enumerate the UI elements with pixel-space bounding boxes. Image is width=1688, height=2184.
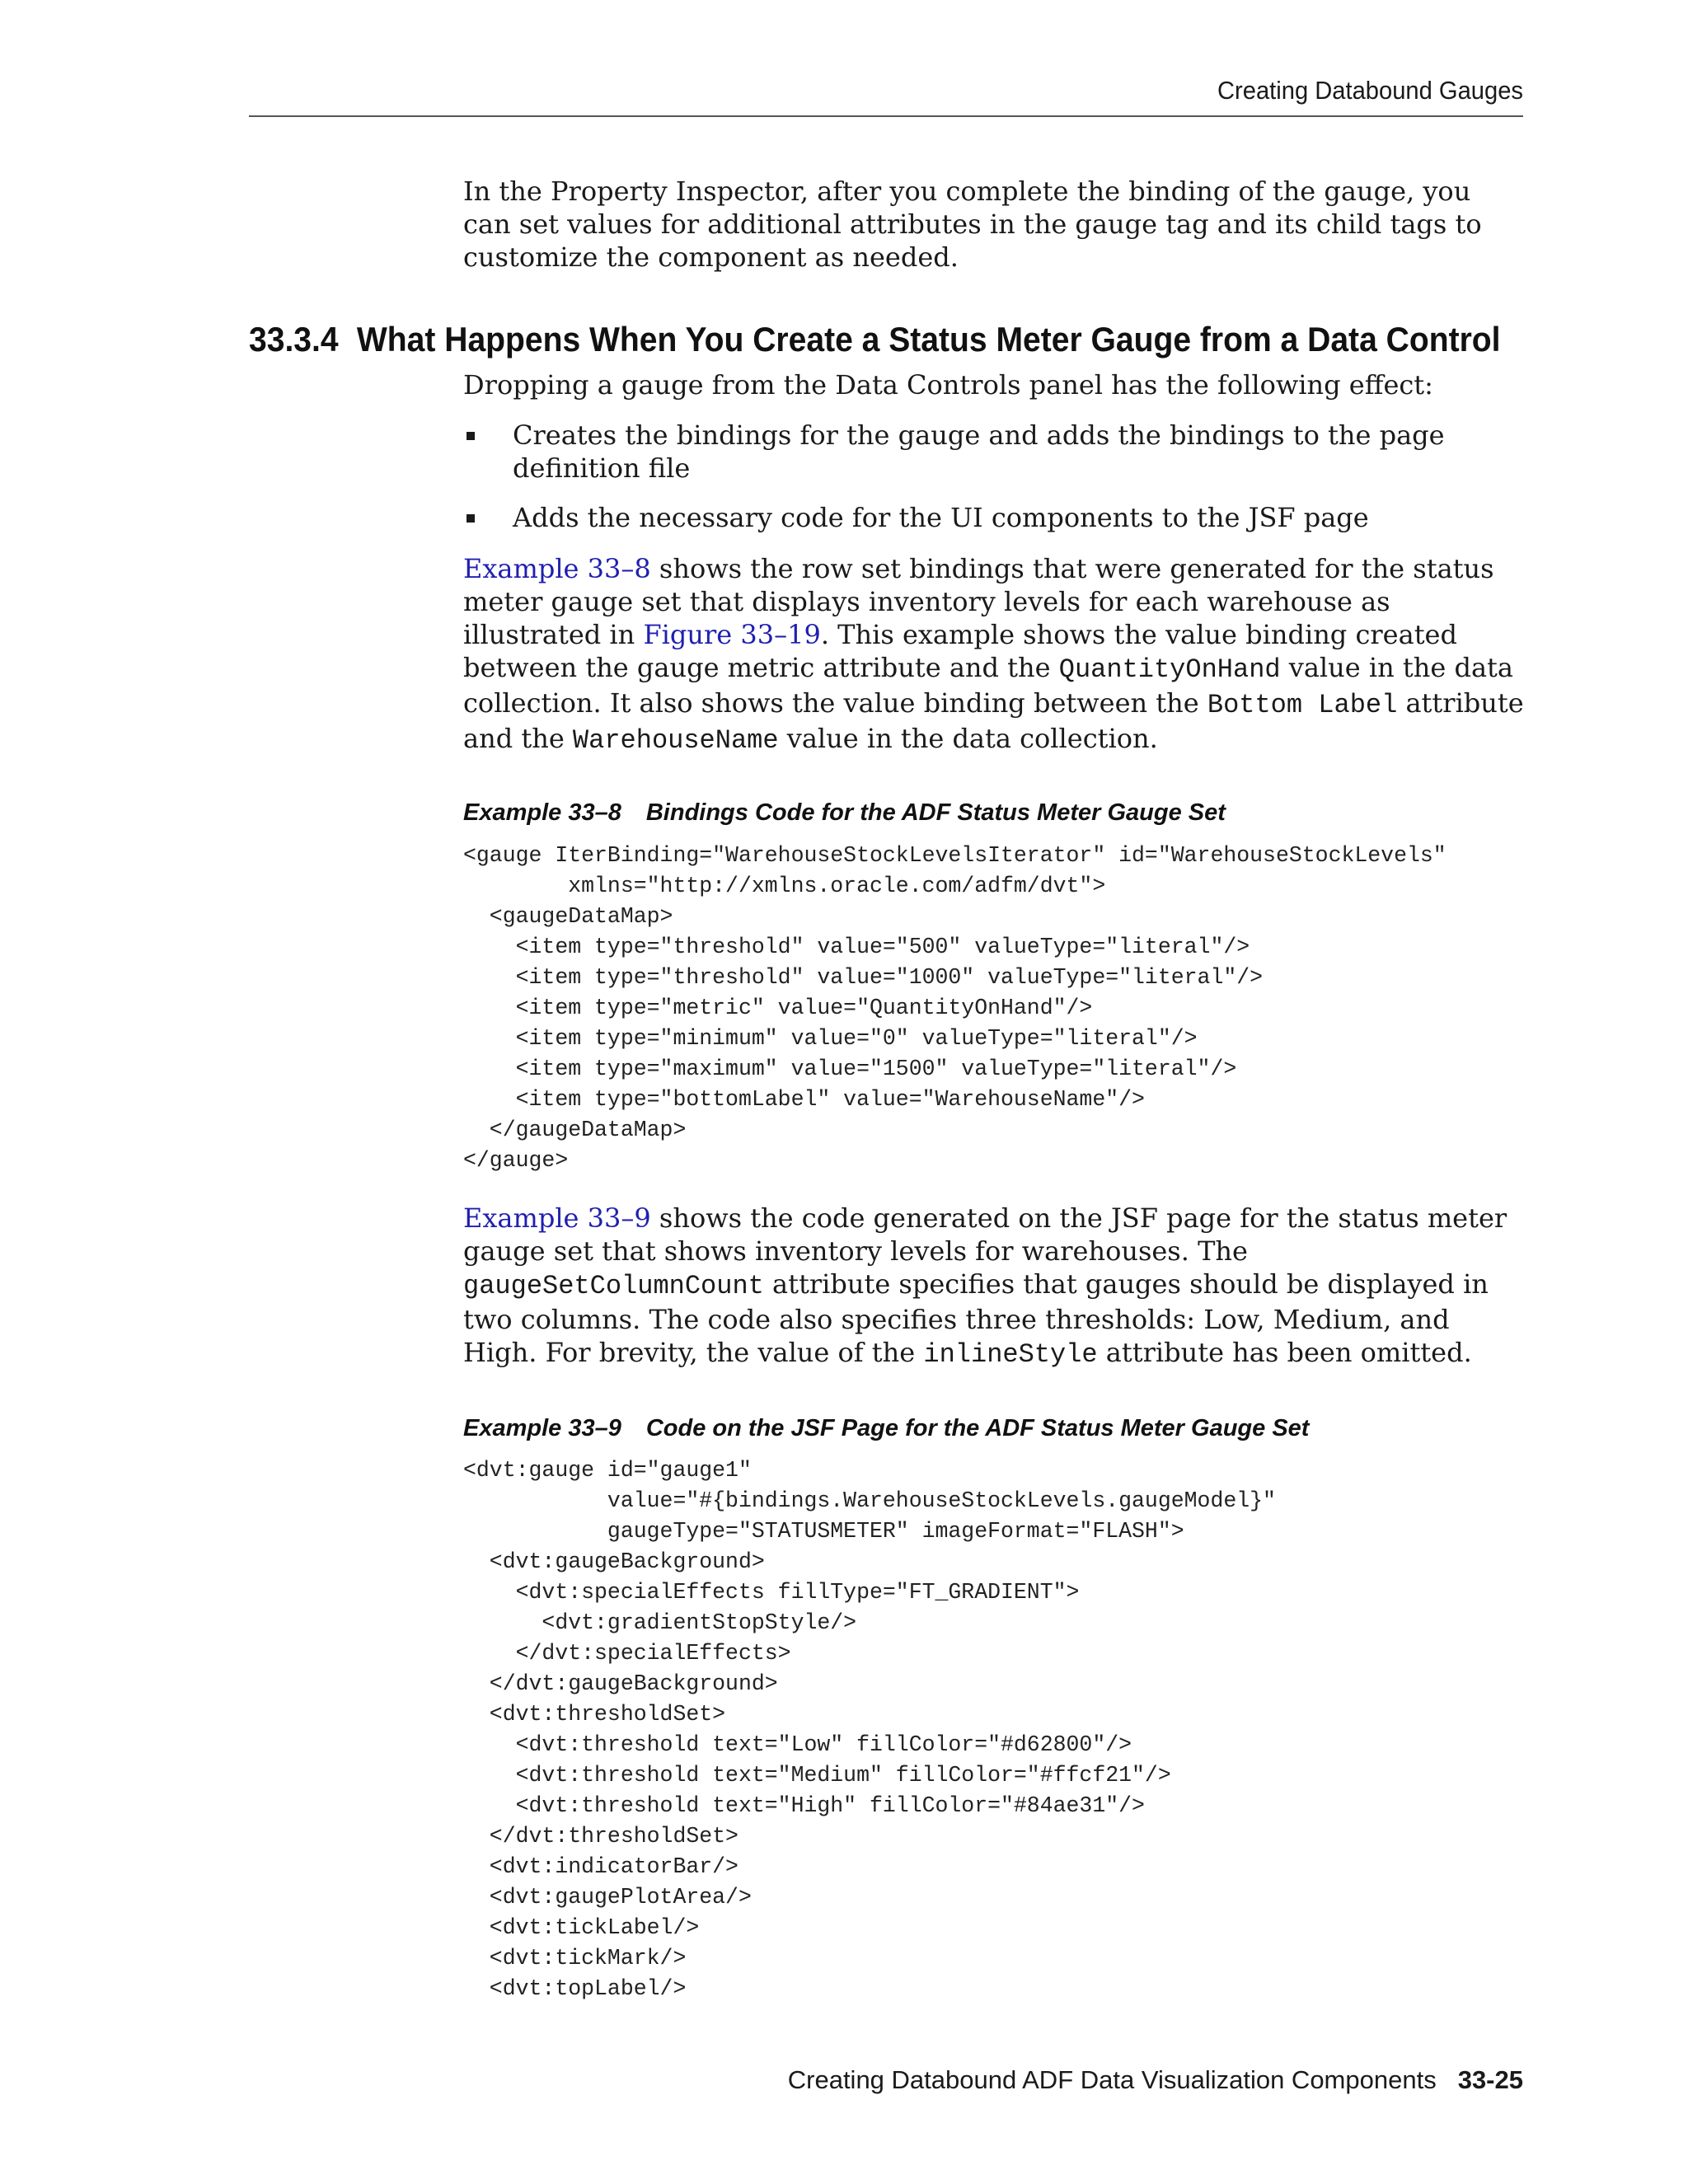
bullet-text: Adds the necessary code for the UI components to the JSF page <box>513 502 1369 533</box>
square-bullet-icon <box>467 514 475 523</box>
example-title: Bindings Code for the ADF Status Meter Gauge Set <box>645 799 1226 826</box>
inline-code-gaugesetcolumncount: gaugeSetColumnCount <box>463 1271 764 1301</box>
paragraph-text: attribute and the <box>463 687 1524 754</box>
paragraph-text: value in the data collection. It also shows the value binding between the <box>463 652 1513 719</box>
example-33-9-link[interactable]: Example 33–9 <box>463 1202 651 1234</box>
inline-code-warehousename: WarehouseName <box>572 725 779 756</box>
bindings-description-paragraph <box>463 552 1525 757</box>
example-33-9-code-block: <dvt:gauge id="gauge1" value="#{bindings.WarehouseStockLevels.gaugeModel}" gaugeType="STATUSMETER" imageFormat="FLASH"> <dvt:gaugeBackground> <dvt:specialEffects fillType="FT_GRADIENT"> <dvt:gradientStopStyle/> </dvt:specialEffects> </dvt:gaugeBackground> <dvt:thresholdSet> <dvt:threshold text="Low" fillColor="#d62800"/> <dvt:threshold text="Medium" fillColor="#ffcf21"/> <dvt:threshold text="High" fillColor="#84ae31"/> </dvt:thresholdSet> <dvt:indicatorBar/> <dvt:gaugePlotArea/> <dvt:tickLabel/> <dvt:tickMark/> <dvt:topLabel/> <box>463 1458 1276 2001</box>
example-label: Example 33–9 <box>463 1415 621 1441</box>
section-number: 33.3.4 <box>249 320 339 359</box>
section-lead-paragraph: Dropping a gauge from the Data Controls panel has the following effect: <box>463 369 1433 401</box>
paragraph-text: shows the code generated on the JSF page for the status meter gauge set that shows inventory levels for warehouses. The <box>463 1202 1507 1267</box>
section-heading <box>249 318 1501 361</box>
example-33-9-caption <box>463 1413 1617 1444</box>
paragraph-text: attribute specifies that gauges should be displayed in two columns. The code also specifies three thresholds: Low, Medium, and High. For brevity, the value of the <box>463 1268 1489 1368</box>
footer-book-title: Creating Databound ADF Data Visualization Components <box>787 2065 1437 2094</box>
bullet-text: Creates the bindings for the gauge and adds the bindings to the page definition file <box>513 419 1445 484</box>
paragraph-text: . This example shows the value binding created between the gauge metric attribute and the <box>463 619 1457 683</box>
running-header-title: Creating Databound Gauges <box>1217 76 1523 105</box>
paragraph-text: shows the row set bindings that were generated for the status meter gauge set that displays inventory levels for each warehouse as illustrated in <box>463 553 1494 650</box>
page-number: 33-25 <box>1457 2065 1523 2094</box>
example-33-8-link[interactable]: Example 33–8 <box>463 553 651 584</box>
example-label: Example 33–8 <box>463 799 621 826</box>
page-footer <box>463 2062 1523 2098</box>
section-title: What Happens When You Create a Status Meter Gauge from a Data Control <box>356 320 1501 359</box>
paragraph-text: value in the data collection. <box>778 723 1158 754</box>
inline-code-quantityonhand: QuantityOnHand <box>1058 654 1281 685</box>
bullet-item <box>463 419 1525 485</box>
example-33-8-code-block: <gauge IterBinding="WarehouseStockLevelsIterator" id="WarehouseStockLevels" xmlns="http://xmlns.oracle.com/adfm/dvt"> <gaugeDataMap> <item type="threshold" value="500" valueType="literal"/> <item type="threshold" value="1000" valueType="literal"/> <item type="metric" value="QuantityOnHand"/> <item type="minimum" value="0" valueType="literal"/> <item type="maximum" value="1500" valueType="literal"/> <item type="bottomLabel" value="WarehouseName"/> </gaugeDataMap> </gauge> <box>463 843 1447 1173</box>
inline-code-inlinestyle: inlineStyle <box>923 1339 1098 1370</box>
figure-33-19-link[interactable]: Figure 33–19 <box>643 619 821 650</box>
intro-paragraph: In the Property Inspector, after you complete the binding of the gauge, you can set values for additional attributes in the gauge tag and its child tags to customize the component as needed. <box>463 176 1482 273</box>
paragraph-text: attribute has been omitted. <box>1097 1337 1472 1368</box>
header-rule <box>249 115 1523 117</box>
jsf-description-paragraph <box>463 1202 1525 1371</box>
example-33-8-caption <box>463 797 1617 828</box>
square-bullet-icon <box>467 432 475 440</box>
inline-code-bottom-label: Bottom Label <box>1207 690 1398 720</box>
bullet-item <box>463 501 1525 534</box>
example-title: Code on the JSF Page for the ADF Status Meter Gauge Set <box>645 1415 1310 1441</box>
effects-bullet-list <box>463 419 1525 534</box>
